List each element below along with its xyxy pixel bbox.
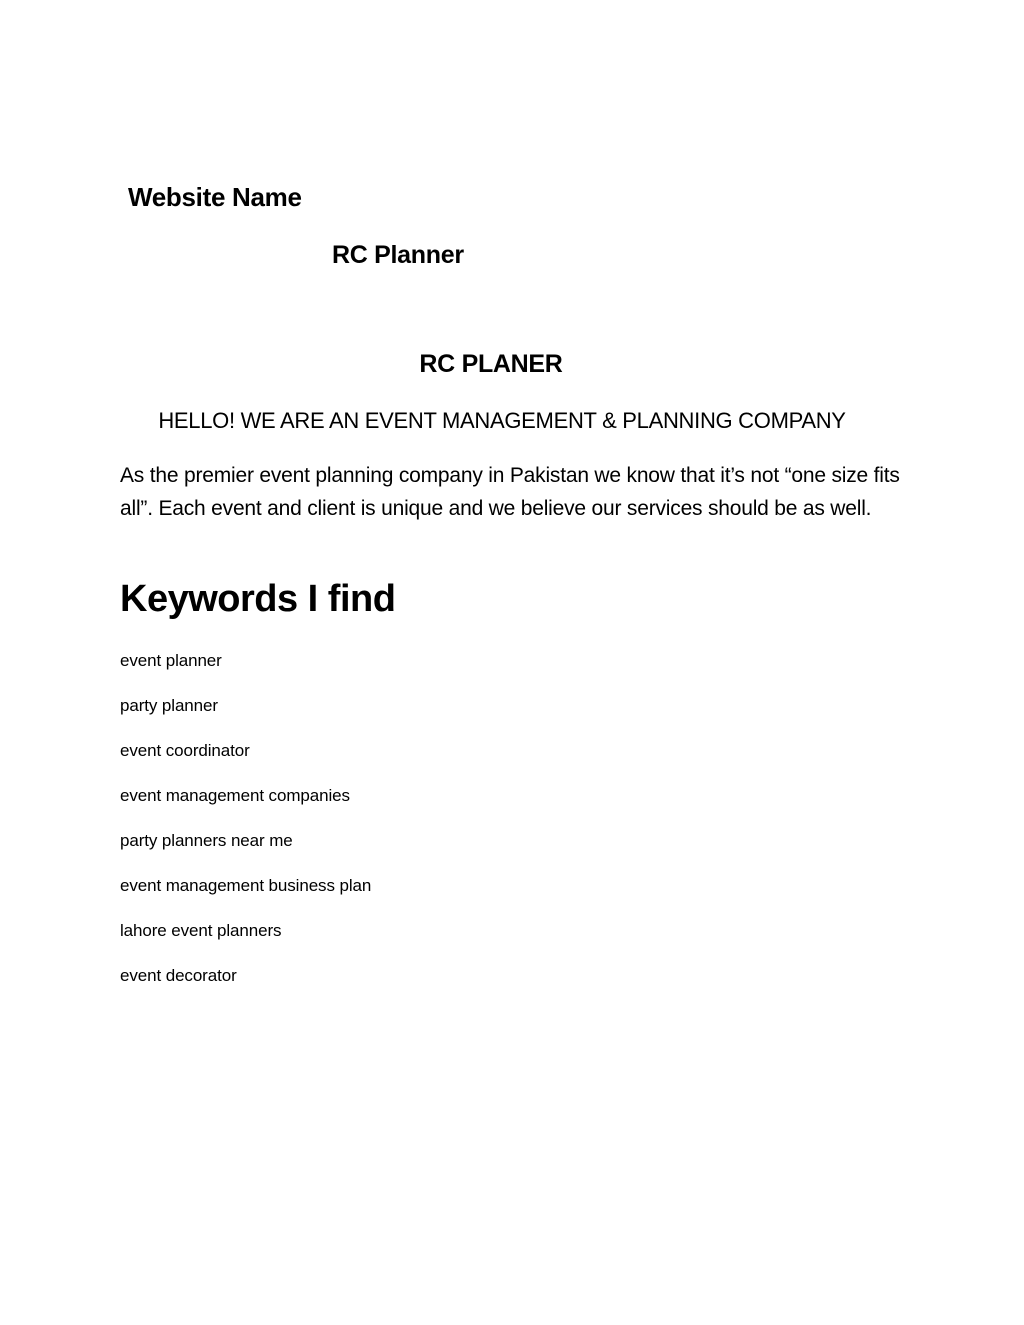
intro-paragraph: As the premier event planning company in Pakistan we know that it’s not “one size fits all”. Each event and client is unique and we believe our services should be as well. [120,464,900,520]
keyword-item: event decorator [120,966,237,985]
keyword-item: event planner [120,651,222,670]
keyword-item: event coordinator [120,741,250,760]
keywords-list [120,650,371,1010]
website-name-value: RC Planner [332,241,464,269]
keywords-heading: Keywords I find [120,578,396,620]
keyword-item: event management business plan [120,876,372,895]
keyword-item: lahore event planners [120,921,282,940]
document-title: RC PLANER [419,350,563,378]
keyword-item: event management companies [120,786,350,805]
company-tagline: HELLO! WE ARE AN EVENT MANAGEMENT & PLANNING COMPANY [158,408,846,433]
website-name-label: Website Name [128,182,302,212]
keyword-item: party planner [120,696,218,715]
keyword-item: party planners near me [120,831,293,850]
